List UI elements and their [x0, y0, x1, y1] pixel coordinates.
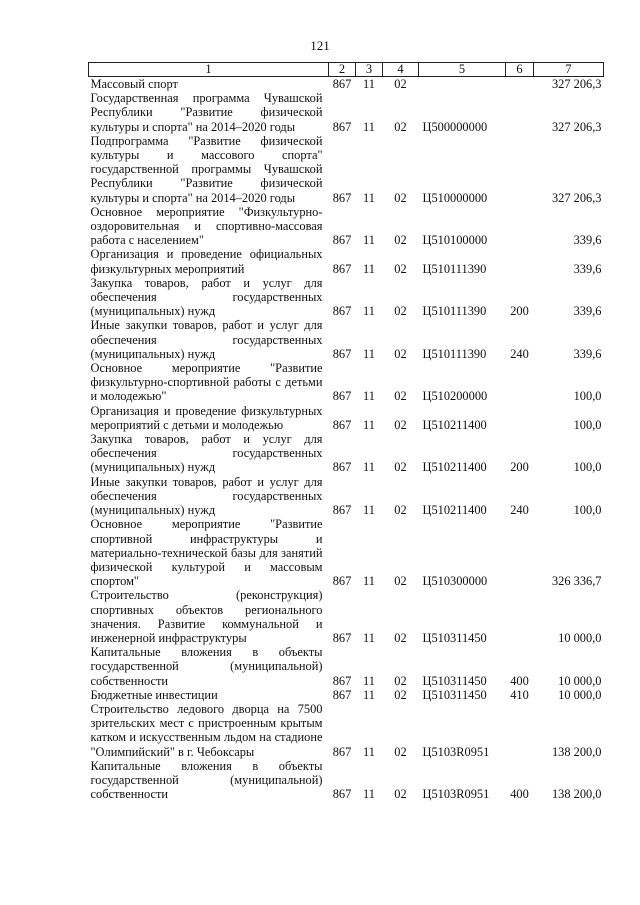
row-target-article: Ц510300000 — [422, 574, 488, 589]
row-subsection-code: 02 — [394, 233, 407, 248]
row-ministry-code: 867 — [332, 460, 352, 475]
row-expense-type — [506, 134, 534, 205]
row-description: Закупка товаров, работ и услуг для обеспечения государственных (муниципальных) нужд — [90, 432, 323, 475]
row-description: Массовый спорт — [90, 77, 178, 91]
row-target-article: Ц510111390 — [422, 261, 487, 276]
row-target-article: Ц510311450 — [422, 687, 487, 702]
row-expense-type — [506, 588, 534, 645]
row-expense-type — [506, 361, 534, 404]
row-expense-type: 200 — [510, 304, 529, 319]
row-ministry-code: 867 — [332, 744, 352, 759]
row-description: Иные закупки товаров, работ и услуг для обеспечения государственных (муниципальных) нужд — [90, 318, 323, 361]
row-amount: 100,0 — [573, 460, 602, 475]
row-expense-type — [506, 702, 534, 759]
row-ministry-code: 867 — [332, 77, 352, 91]
table-row — [89, 404, 604, 432]
row-target-article: Ц510211400 — [422, 503, 487, 518]
row-subsection-code: 02 — [394, 630, 407, 645]
row-target-article: Ц510311450 — [422, 673, 487, 688]
row-ministry-code: 867 — [332, 687, 352, 702]
budget-table — [88, 62, 604, 801]
row-expense-type: 240 — [510, 503, 529, 518]
row-description: Основное мероприятие "Развитие физкультурно-спортивной работы с детьми и молодежью" — [90, 361, 323, 404]
row-expense-type: 200 — [510, 460, 529, 475]
row-section-code: 11 — [363, 460, 375, 475]
table-row — [89, 247, 604, 275]
row-subsection-code: 02 — [394, 261, 407, 276]
row-section-code: 11 — [363, 687, 375, 702]
row-ministry-code: 867 — [332, 417, 352, 432]
row-amount: 326 336,7 — [551, 574, 602, 589]
table-row — [89, 759, 604, 802]
row-ministry-code: 867 — [332, 630, 352, 645]
row-ministry-code: 867 — [332, 304, 352, 319]
row-expense-type: 400 — [510, 673, 529, 688]
row-section-code: 11 — [363, 417, 375, 432]
table-body — [89, 77, 604, 802]
row-description: Организация и проведение официальных физкультурных мероприятий — [90, 247, 323, 276]
row-ministry-code: 867 — [332, 574, 352, 589]
row-amount: 100,0 — [573, 503, 602, 518]
row-subsection-code: 02 — [394, 417, 407, 432]
column-header: 2 — [329, 63, 356, 77]
row-amount: 339,6 — [573, 346, 602, 361]
row-subsection-code: 02 — [394, 389, 407, 404]
table-row — [89, 702, 604, 759]
row-target-article: Ц500000000 — [422, 119, 488, 134]
row-description: Основное мероприятие "Развитие спортивной инфраструктуры и материально-технической базы для занятий физической культурой и массовым спортом" — [90, 517, 323, 589]
row-ministry-code: 867 — [332, 503, 352, 518]
row-description: Подпрограмма "Развитие физической культуры и массового спорта" государственной программы Чувашской Республики "Развитие физической культуры и спорта" на 2014–2020 годы — [90, 133, 323, 205]
row-amount: 339,6 — [573, 261, 602, 276]
row-section-code: 11 — [363, 304, 375, 319]
row-amount: 339,6 — [573, 233, 602, 248]
row-target-article: Ц510311450 — [422, 630, 487, 645]
row-expense-type — [506, 404, 534, 432]
row-description: Бюджетные инвестиции — [90, 687, 218, 702]
row-amount: 339,6 — [573, 304, 602, 319]
row-section-code: 11 — [363, 190, 375, 205]
table-row — [89, 91, 604, 134]
row-expense-type — [506, 247, 534, 275]
table-header — [89, 63, 604, 77]
column-header: 7 — [534, 63, 604, 77]
row-target-article: Ц510100000 — [422, 233, 488, 248]
row-subsection-code: 02 — [394, 460, 407, 475]
row-section-code: 11 — [363, 673, 375, 688]
row-description: Закупка товаров, работ и услуг для обеспечения государственных (муниципальных) нужд — [90, 275, 323, 319]
row-target-article: Ц510200000 — [422, 389, 488, 404]
row-amount: 100,0 — [573, 417, 602, 432]
row-expense-type: 400 — [510, 787, 529, 802]
row-subsection-code: 02 — [394, 77, 407, 91]
row-subsection-code: 02 — [394, 744, 407, 759]
row-subsection-code: 02 — [394, 673, 407, 688]
row-target-article: Ц5103R0951 — [422, 787, 490, 802]
row-section-code: 11 — [363, 233, 375, 248]
row-amount: 100,0 — [573, 389, 602, 404]
row-target-article: Ц5103R0951 — [422, 744, 490, 759]
row-amount: 327 206,3 — [551, 119, 602, 134]
row-description: Основное мероприятие "Физкультурно-оздоровительная и спортивно-массовая работа с населением" — [90, 204, 323, 248]
row-description: Строительство (реконструкция) спортивных объектов регионального значения. Развитие коммунальной и инженерной инфраструктуры — [90, 588, 323, 645]
table-row — [89, 588, 604, 645]
row-ministry-code: 867 — [332, 190, 352, 205]
row-target-article — [419, 77, 506, 92]
column-header: 6 — [506, 63, 534, 77]
row-ministry-code: 867 — [332, 389, 352, 404]
row-section-code: 11 — [363, 574, 375, 589]
row-description: Капитальные вложения в объекты государственной (муниципальной) собственности — [90, 758, 323, 802]
row-subsection-code: 02 — [394, 687, 407, 702]
table-row — [89, 361, 604, 404]
row-ministry-code: 867 — [332, 233, 352, 248]
row-target-article: Ц510000000 — [422, 190, 488, 205]
table-row — [89, 77, 604, 92]
row-amount: 327 206,3 — [551, 77, 602, 91]
row-subsection-code: 02 — [394, 346, 407, 361]
row-section-code: 11 — [363, 346, 375, 361]
row-section-code: 11 — [363, 787, 375, 802]
row-ministry-code: 867 — [332, 787, 352, 802]
row-ministry-code: 867 — [332, 346, 352, 361]
table-row — [89, 134, 604, 205]
row-subsection-code: 02 — [394, 574, 407, 589]
row-subsection-code: 02 — [394, 304, 407, 319]
table-row — [89, 205, 604, 248]
row-section-code: 11 — [363, 744, 375, 759]
table-row — [89, 517, 604, 588]
row-description: Государственная программа Чувашской Республики "Развитие физической культуры и спорта" на 2014–2020 годы — [90, 91, 323, 134]
row-target-article: Ц510111390 — [422, 346, 487, 361]
column-header: 5 — [419, 63, 506, 77]
row-section-code: 11 — [363, 77, 375, 91]
row-section-code: 11 — [363, 389, 375, 404]
table-row — [89, 475, 604, 518]
row-section-code: 11 — [363, 503, 375, 518]
row-expense-type: 240 — [510, 346, 529, 361]
row-section-code: 11 — [363, 119, 375, 134]
row-subsection-code: 02 — [394, 190, 407, 205]
row-target-article: Ц510211400 — [422, 417, 487, 432]
row-expense-type: 410 — [510, 687, 529, 702]
row-description: Иные закупки товаров, работ и услуг для обеспечения государственных (муниципальных) нужд — [90, 474, 323, 518]
table-row — [89, 318, 604, 361]
row-amount: 10 000,0 — [558, 630, 602, 645]
column-header: 4 — [383, 63, 419, 77]
row-amount: 327 206,3 — [551, 190, 602, 205]
row-amount: 10 000,0 — [558, 687, 602, 702]
row-section-code: 11 — [363, 261, 375, 276]
row-description: Организация и проведение физкультурных мероприятий с детьми и молодежью — [90, 403, 323, 432]
row-expense-type — [506, 205, 534, 248]
column-header: 1 — [89, 63, 329, 77]
row-target-article: Ц510111390 — [422, 304, 487, 319]
row-description: Капитальные вложения в объекты государственной (муниципальной) собственности — [90, 645, 323, 688]
row-subsection-code: 02 — [394, 787, 407, 802]
column-header: 3 — [356, 63, 383, 77]
row-subsection-code: 02 — [394, 119, 407, 134]
row-amount: 10 000,0 — [558, 673, 602, 688]
row-subsection-code: 02 — [394, 503, 407, 518]
table-row — [89, 276, 604, 319]
table-row — [89, 645, 604, 688]
row-expense-type — [506, 517, 534, 588]
page-number: 121 — [310, 38, 330, 53]
row-amount: 138 200,0 — [551, 744, 602, 759]
row-description: Строительство ледового дворца на 7500 зрительских мест с пристроенным крытым катком и искусственным льдом на стадионе "Олимпийский" в г. Чебоксары — [90, 701, 323, 759]
table-row — [89, 432, 604, 475]
row-target-article: Ц510211400 — [422, 460, 487, 475]
row-ministry-code: 867 — [332, 673, 352, 688]
row-ministry-code: 867 — [332, 261, 352, 276]
row-expense-type — [506, 91, 534, 134]
row-expense-type — [506, 77, 534, 92]
row-section-code: 11 — [363, 630, 375, 645]
row-amount: 138 200,0 — [551, 787, 602, 802]
row-ministry-code: 867 — [332, 119, 352, 134]
table-row — [89, 688, 604, 702]
